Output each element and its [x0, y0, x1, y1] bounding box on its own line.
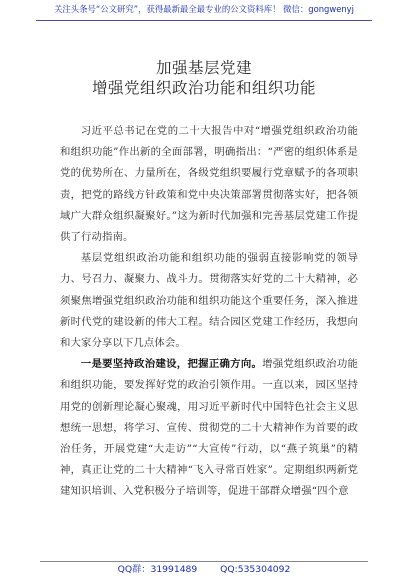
document-title: [0, 58, 408, 98]
title-line-2: 增强党组织政治功能和组织功能: [91, 79, 316, 97]
header-banner: [36, 0, 372, 21]
paragraph-1-text: 习近平总书记在党的二十大报告中对“增强党组织政治功能和组织功能”作出新的全面部署，明确指出：“严密的组织体系是党的优势所在、力量所在，各级党组织要履行党章赋予的各项职责，把党的路线方针政策和党中央决策部署贯彻落实好，把各领域广大群众组织凝聚好。”这为新时代加强和完善基层党建工作提供了行动指南。: [60, 125, 358, 244]
footer-qq-group: QQ群：31991489: [117, 564, 198, 575]
footer-qq: QQ:535304092: [220, 564, 291, 575]
document-body: [60, 121, 358, 503]
header-banner-text: 关注头条号“公文研究”，获得最新最全最专业的公文资料库！ 微信：gongwenyj: [54, 4, 354, 14]
paragraph-3: [60, 354, 358, 502]
paragraph-2: [60, 248, 358, 354]
paragraph-1: [60, 121, 358, 248]
footer: [0, 563, 408, 577]
footer-divider: [40, 561, 368, 562]
paragraph-3-heading: 一是要坚持政治建设，把握正确方向。: [80, 358, 263, 371]
paragraph-3-text: 增强党组织政治功能和组织功能，要发挥好党的政治引领作用。一直以来，园区坚持用党的创新理论凝心聚魂，用习近平新时代中国特色社会主义思想统一思想，将学习、宣传、贯彻党的二十大精神作为首要的政治任务，开展党建“大走访”“大宣传”行动，以“燕子筑巢”的精神，真正让党的二十大精神“飞入寻常百姓家”。定期组织两新党建知识培训、入党积极分子培训等，促进干部群众增强“四个意: [60, 358, 358, 498]
title-line-1: 加强基层党建: [155, 59, 252, 77]
paragraph-2-text: 基层党组织政治功能和组织功能的强弱直接影响党的领导力、号召力、凝聚力、战斗力。贯彻落实好党的二十大精神，必须聚焦增强党组织政治功能和组织功能这个重要任务，深入推进新时代党的建设新的伟大工程。结合园区党建工作经历，我想向和大家分享以下几点体会。: [60, 252, 358, 350]
